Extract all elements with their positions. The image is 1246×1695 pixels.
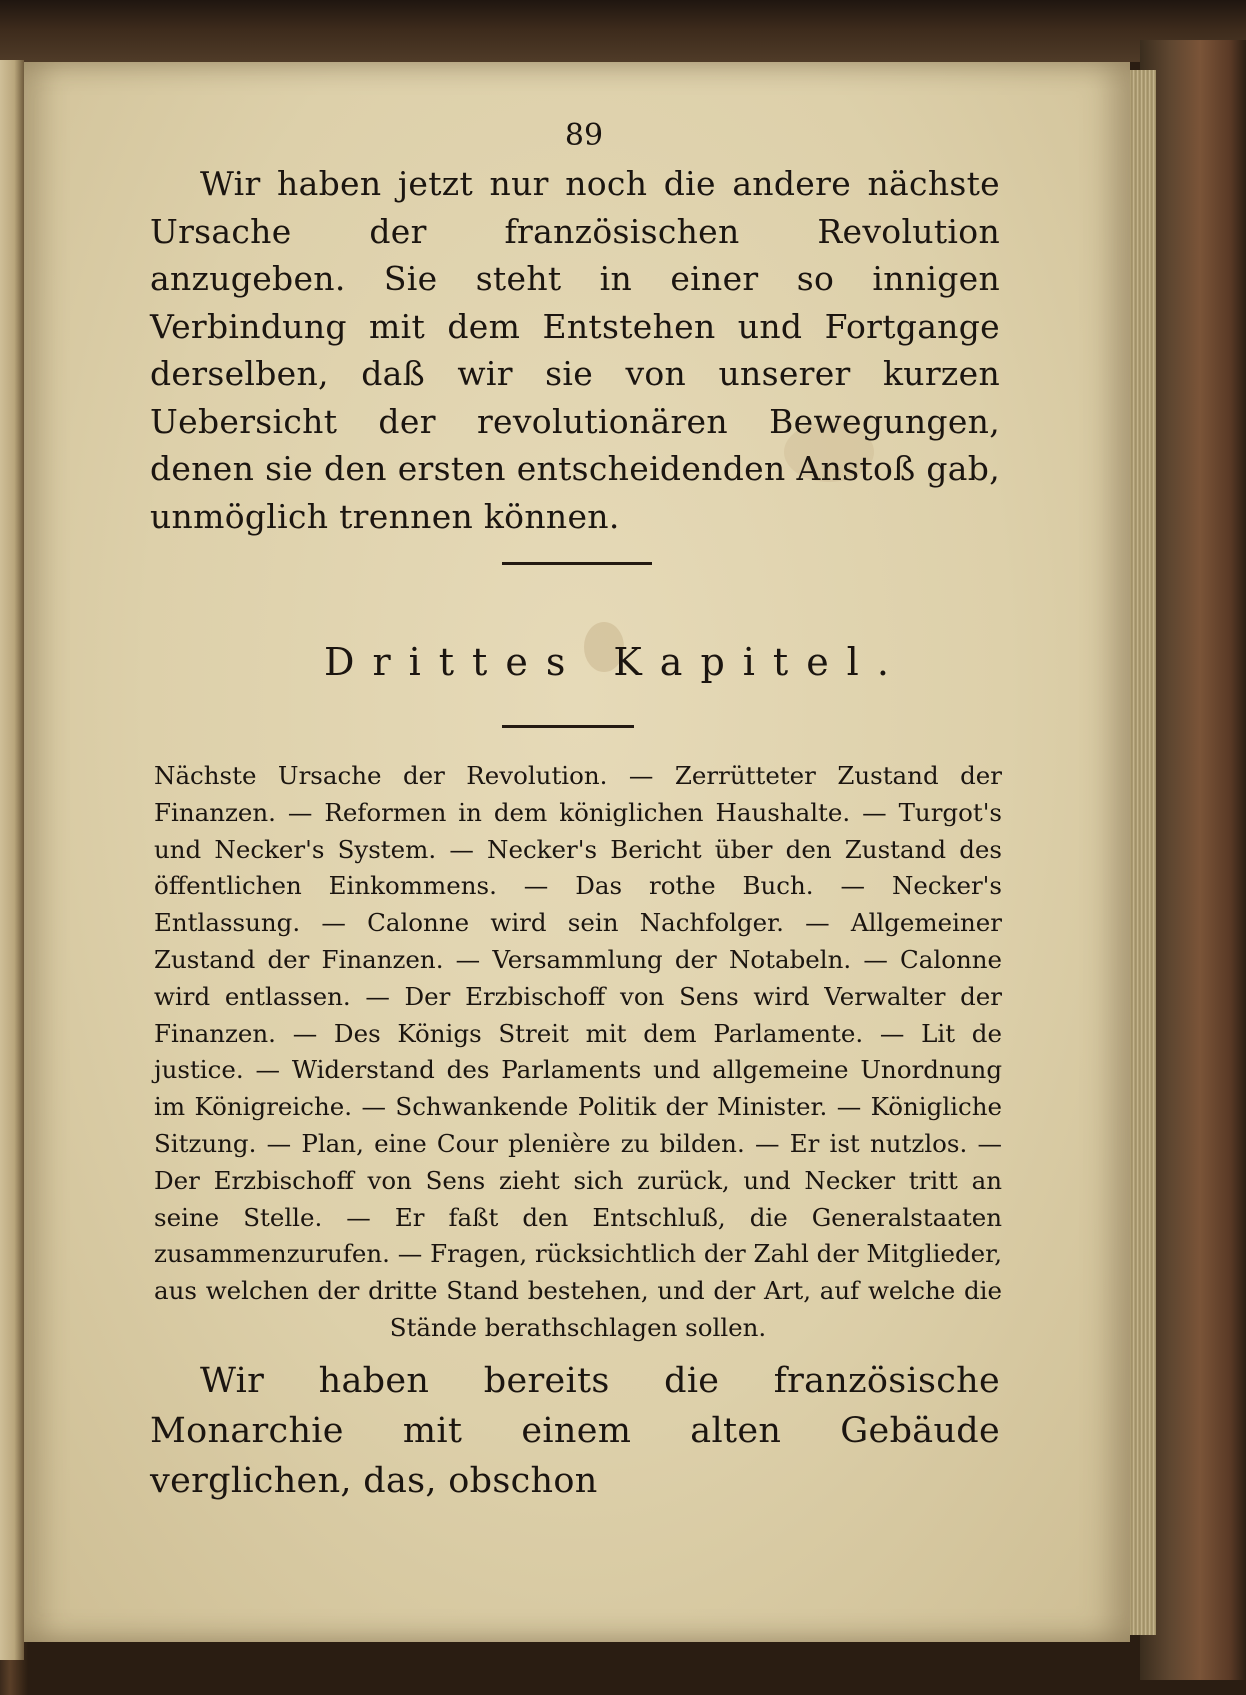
- page-block-edge: [1128, 70, 1156, 1635]
- chapter-summary: Nächste Ursache der Revolution. — Zerrütteter Zustand der Finanzen. — Reformen in dem königlichen Haushalte. — Turgot's und Necker's System. — Necker's Bericht über den Zustand des öffentlichen Einkommens. — Das rothe Buch. — Necker's Entlassung. — Calonne wird sein Nachfolger. — Allgemeiner Zustand der Finanzen. — Versammlung der Notabeln. — Calonne wird entlassen. — Der Erzbischoff von Sens wird Verwalter der Finanzen. — Des Königs Streit mit dem Parlamente. — Lit de justice. — Widerstand des Parlaments und allgemeine Unordnung im Königreiche. — Schwankende Politik der Minister. — Königliche Sitzung. — Plan, eine Cour plenière zu bilden. — Er ist nutzlos. — Der Erzbischoff von Sens zieht sich zurück, und Necker tritt an seine Stelle. — Er faßt den Entschluß, die Generalstaaten zusammenzurufen. — Fragen, rücksichtlich der Zahl der Mitglieder, aus welchen der dritte Stand bestehen, und der Art, auf welche die Stände berathschlagen sollen.: [154, 761, 1002, 1342]
- book-page: [24, 62, 1130, 1642]
- heading-divider: [502, 725, 634, 728]
- body-paragraph: Wir haben jetzt nur noch die andere nächste Ursache der französischen Revolution anzugeben. Sie steht in einer so innigen Verbindung mit dem Entstehen und Fortgange derselben, daß wir sie von unserer kurzen Uebersicht der revolutionären Bewegungen, denen sie den ersten entscheidenden Anstoß gab, unmöglich trennen können.: [150, 164, 1000, 536]
- section-divider: [502, 562, 652, 565]
- page-number: 89: [564, 118, 604, 153]
- facing-page-edge: [0, 60, 24, 1660]
- chapter-heading: Drittes Kapitel.: [324, 640, 907, 684]
- body-paragraph-continued: Wir haben bereits die französische Monarchie mit einem alten Gebäude verglichen, das, obschon: [150, 1361, 1000, 1501]
- binding-top-edge: [0, 0, 1246, 62]
